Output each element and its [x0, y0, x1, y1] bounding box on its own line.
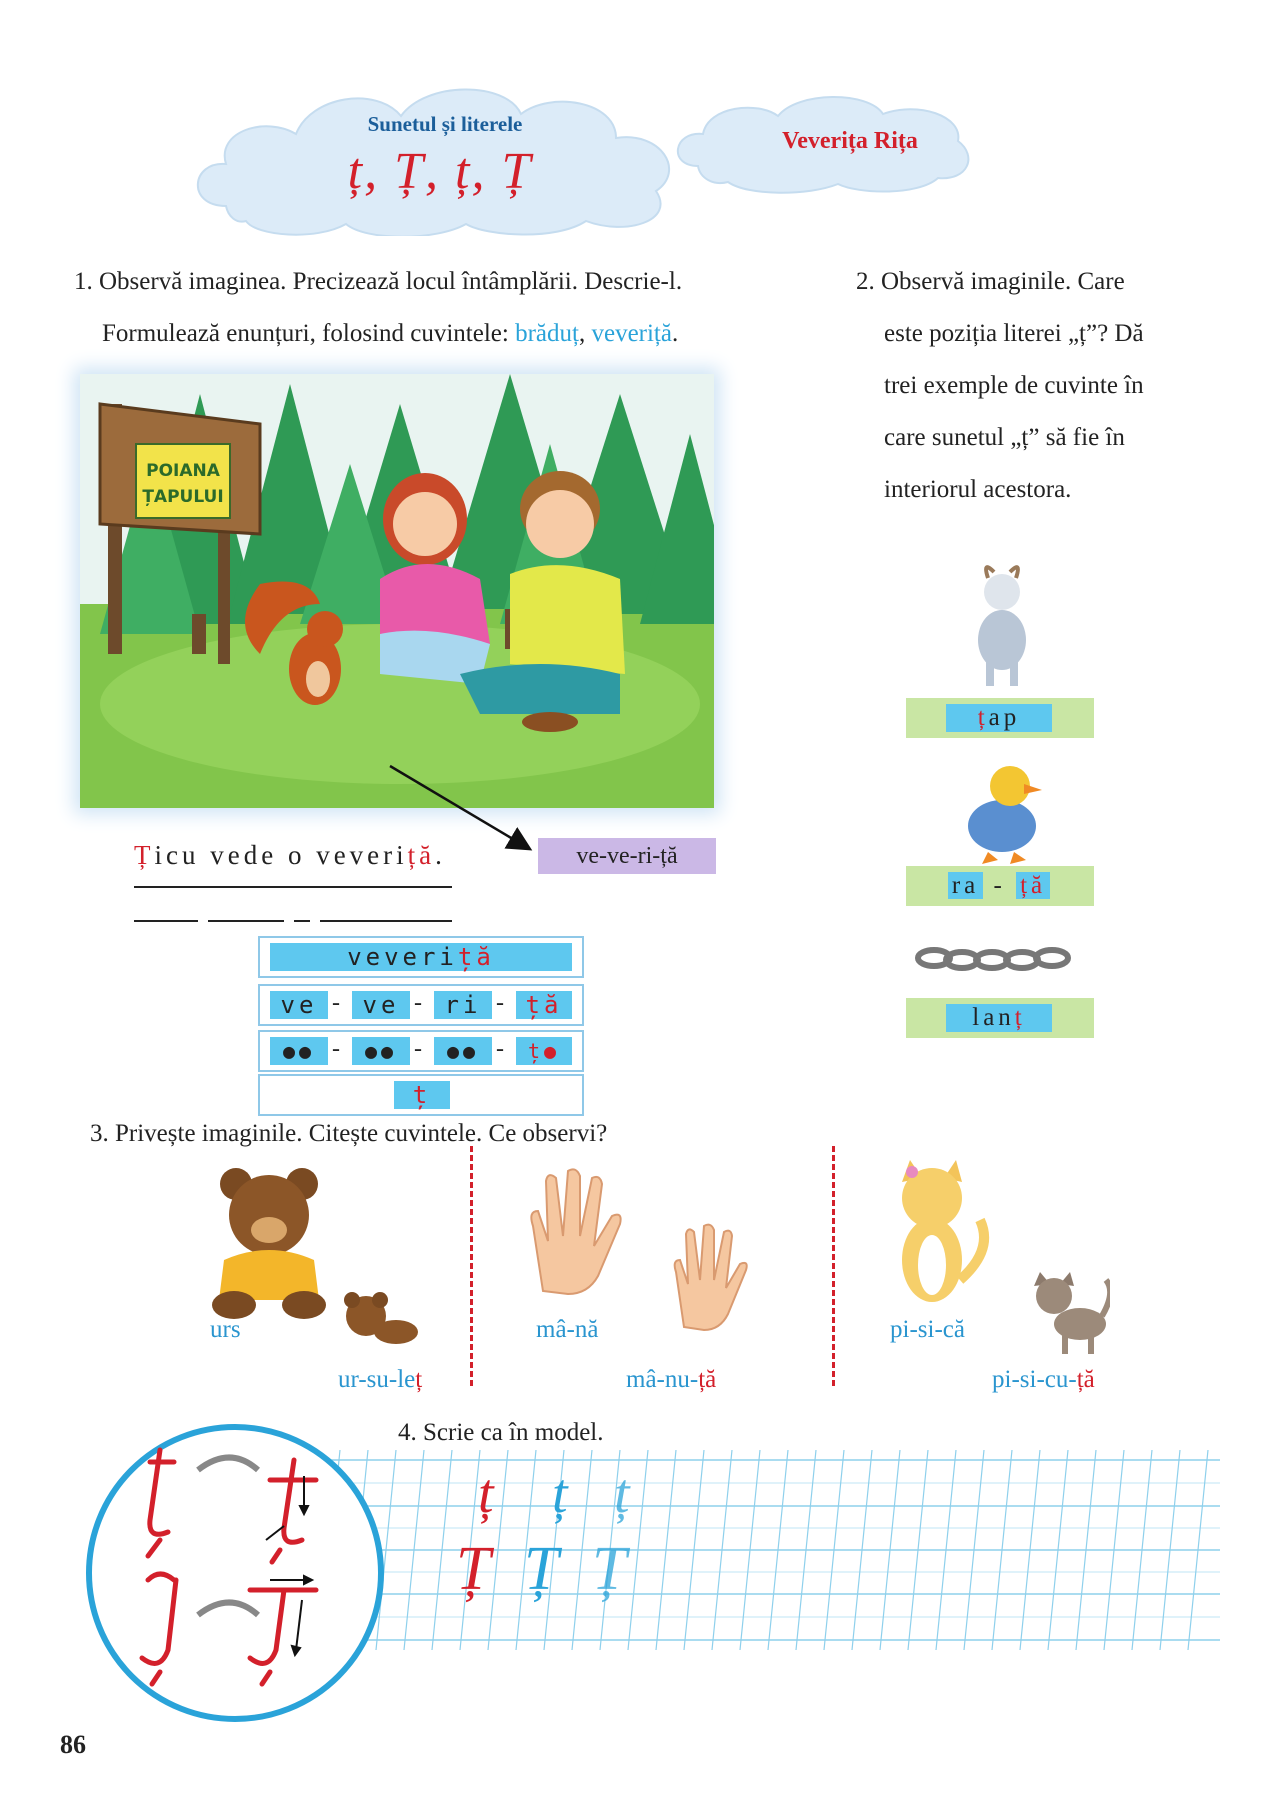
word-tap-rest: ap [988, 704, 1021, 731]
stroke-order-strokes [120, 1440, 340, 1690]
word-scheme-4 [320, 920, 452, 922]
big-bear-illustration [204, 1160, 334, 1320]
model-lower-blue-1: ț [552, 1463, 568, 1525]
word-tap-red: ț [977, 704, 989, 731]
story-title: Veverița Rița [782, 128, 918, 154]
period: . [671, 320, 679, 347]
analysis-row-word [258, 936, 584, 978]
ex2-line-4: care sunetul „ț” să fie în [884, 424, 1125, 451]
manuta-b: ță [698, 1366, 717, 1393]
goat-illustration [962, 560, 1042, 690]
comma: , [578, 320, 592, 347]
handwriting-grid [320, 1450, 1220, 1650]
sentence-initial: Ț [134, 840, 155, 870]
word-manuta [626, 1366, 716, 1394]
sound-cell-2: ●● [352, 1037, 410, 1065]
syllable-tag-text: ve-ve-ri-ță [576, 843, 678, 869]
word-scheme-1 [134, 920, 198, 922]
kitten-illustration [1026, 1272, 1110, 1358]
word-urs: urs [210, 1316, 241, 1343]
word-scheme-2 [208, 920, 284, 922]
word-rata-pre: ra [948, 872, 983, 899]
page-number: 86 [60, 1730, 86, 1759]
model-lower-red: ț [478, 1463, 494, 1525]
sound-cell-1: ●● [270, 1037, 328, 1065]
forest-scene-svg [80, 374, 714, 808]
word-part-a: veveri [347, 943, 458, 971]
word-scheme-3 [294, 920, 310, 922]
syllable-cell-3: ri [434, 991, 492, 1019]
word-mana: mâ-nă [536, 1316, 599, 1343]
word-part-b: ță [457, 943, 495, 971]
ex3-instruction: 3. Privește imaginile. Citește cuvintele. Ce observi? [90, 1120, 608, 1147]
sign-text-1: POIANA [146, 461, 220, 481]
sentence-red-syllable: ță [407, 840, 436, 870]
analysis-row-syllables [258, 984, 584, 1026]
analysis-row-sounds [258, 1030, 584, 1072]
word-tap [946, 704, 1052, 732]
word-pisica: pi-si-că [890, 1316, 965, 1343]
sentence-scheme-line [134, 886, 452, 888]
model-upper-blue-2: Ț [592, 1535, 627, 1603]
ex2-line-2: este poziția literei „ț”? Dă [884, 320, 1144, 347]
word-card-lant [906, 998, 1094, 1038]
sound-cell-3: ●● [434, 1037, 492, 1065]
chain-illustration [914, 938, 1080, 978]
syllable-cell-1: ve [270, 991, 328, 1019]
sentence-middle: icu vede o veveri [154, 840, 408, 870]
small-hand-illustration [656, 1222, 760, 1332]
lesson-letters: ț, Ț, ț, Ț [347, 143, 533, 200]
small-bear-illustration [340, 1290, 420, 1350]
ex2-instruction [856, 256, 1256, 516]
ex1-instruction-line1: 1. Observă imaginea. Precizează locul întâmplării. Descrie-l. [74, 268, 683, 295]
word-lant-red: ț [1014, 1004, 1026, 1031]
ex4-instruction: 4. Scrie ca în model. [398, 1419, 604, 1446]
model-lower-blue-2: ț [614, 1463, 630, 1525]
ex2-line-5: interiorul acestora. [884, 476, 1072, 503]
big-hand-illustration [508, 1166, 638, 1296]
ex2-line-3: trei exemple de cuvinte în [884, 372, 1144, 399]
example-sentence [134, 840, 446, 871]
word-bradut: brăduț [515, 320, 579, 347]
ursulet-a: ur-su-le [338, 1366, 416, 1393]
ex1-line2-prefix: Formulează enunțuri, folosind cuvintele: [102, 320, 516, 347]
ursulet-b: ț [415, 1366, 423, 1393]
dash-5: - [414, 1036, 422, 1062]
word-rata-red: ță [1016, 872, 1050, 899]
dash-1: - [332, 990, 340, 1016]
dash-3: - [496, 990, 504, 1016]
forest-scene-illustration [80, 374, 714, 808]
word-card-tap [906, 698, 1094, 738]
cat-illustration [884, 1160, 994, 1310]
dash-6: - [496, 1036, 504, 1062]
sound-cell: ț [394, 1081, 450, 1109]
duck-illustration [958, 756, 1044, 866]
model-upper-red: Ț [456, 1535, 491, 1603]
word-veverita: veveriță [591, 320, 672, 347]
syllable-cell-4: ță [516, 991, 572, 1019]
divider-1 [470, 1146, 473, 1386]
word-lant [946, 1004, 1052, 1032]
divider-2 [832, 1146, 835, 1386]
model-upper-blue-1: Ț [524, 1535, 559, 1603]
sign-text-2: ȚAPULUI [142, 487, 224, 507]
ex2-line-1: 2. Observă imaginile. Care [856, 268, 1125, 295]
dash-2: - [414, 990, 422, 1016]
syllable-tag [538, 838, 716, 874]
word-pisicuta [992, 1366, 1095, 1394]
word-lant-pre: lan [972, 1004, 1015, 1031]
sentence-end: . [435, 840, 446, 870]
word-card-rata [906, 866, 1094, 906]
word-rata [946, 872, 1052, 900]
pisicuta-b: ță [1076, 1366, 1095, 1393]
ex1-instruction-line2 [102, 308, 678, 360]
word-ursulet [338, 1366, 422, 1394]
lesson-subtitle: Sunetul și literele [367, 112, 523, 136]
word-cell [270, 943, 572, 971]
sound-cell-4: ț● [516, 1037, 572, 1065]
syllable-cell-2: ve [352, 991, 410, 1019]
manuta-a: mâ-nu- [626, 1366, 699, 1393]
dash-4: - [332, 1036, 340, 1062]
pisicuta-a: pi-si-cu- [992, 1366, 1077, 1393]
word-rata-dash: - [993, 872, 1006, 899]
